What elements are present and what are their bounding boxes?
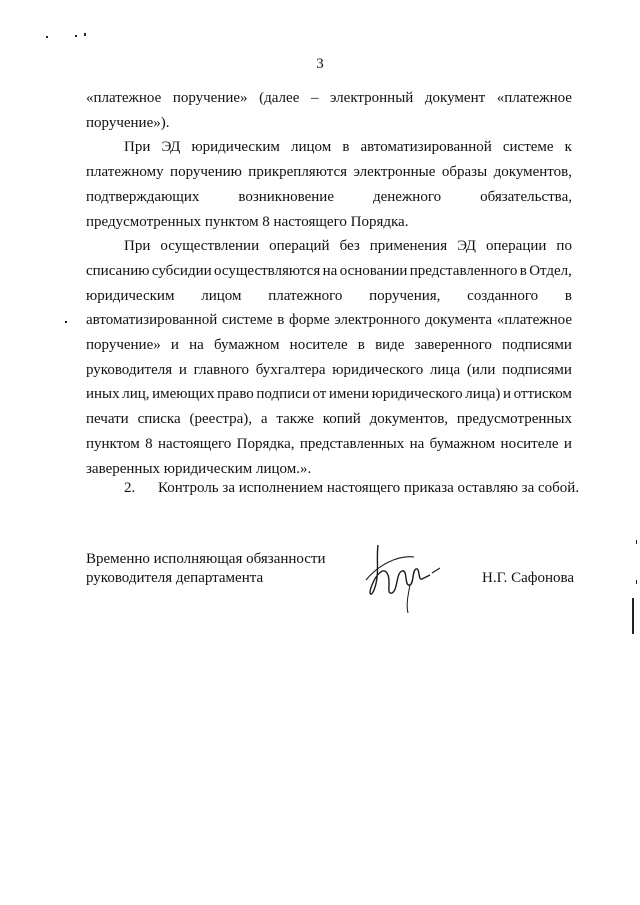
word: возникновение [238,188,334,205]
word: системе [221,312,273,329]
word: в [342,139,350,156]
text-line: поручение»). [86,114,170,131]
word: подписи [256,386,310,403]
word: поручение» [172,90,248,106]
word: документов, [493,164,572,181]
word: платежного [268,287,343,304]
word: заверенного [414,337,492,353]
text-line: заверенных юридическим лицом.». [86,460,312,477]
word: ЭД [161,139,181,156]
word: без [339,238,360,255]
word: документа [425,312,493,329]
word: предусмотренных [456,411,572,428]
scan-speck [75,35,77,37]
page-number: 3 [316,56,324,72]
word: главного [193,361,250,378]
scan-speck [65,321,67,323]
word: обязательства, [480,188,572,205]
word: в [564,287,572,304]
text-line [124,136,572,158]
word: системе [502,139,554,156]
word: осуществлении [160,238,260,255]
word: Отдел, [529,262,572,279]
word: лица [429,361,461,378]
word: списка [137,411,181,428]
text-line [86,359,572,381]
signatory-position-line2: руководителя департамента [86,570,264,586]
signatory-position-line1: Временно исполняющая обязанности [86,551,326,567]
word: носителе [500,435,559,452]
word: – [310,90,319,106]
word: иных [86,386,120,403]
word: (реестра), [189,411,252,428]
word: в [277,312,285,329]
word: представленного [409,262,518,279]
word: списанию [86,262,150,279]
word: по [556,238,572,255]
word: копий [322,411,361,428]
word: «платежное [496,312,572,329]
word: носителе [289,337,348,353]
word: документов, [369,411,449,428]
word: юридического [332,361,424,378]
word: бухгалтера [255,361,326,378]
word: на [189,337,204,353]
word: подписями [502,337,572,353]
word: лица) [465,386,501,403]
text-line [86,260,572,282]
word: имеющих [152,386,215,403]
word: основании [339,262,408,279]
word: электронный [330,90,414,106]
word: «платежное [86,90,162,106]
word: и [170,337,179,353]
word: поручение» [86,337,161,353]
page-edge-mark [636,540,637,544]
word: При [124,139,151,156]
word: (далее [259,90,300,106]
word: образы [441,164,488,181]
word: поручению [170,164,242,181]
word: денежного [372,188,442,205]
word: в [519,262,527,279]
handwritten-signature [358,535,448,615]
word: созданного [467,287,539,304]
text-line [86,161,572,183]
word: и [563,435,572,452]
word: осуществляются [214,262,321,279]
word: в [357,337,365,353]
word: оттиском [513,386,572,403]
word: имени [328,386,370,403]
word: печати [86,411,129,428]
word: ЭД [457,238,476,255]
text-line [86,309,572,331]
word: «платежное [496,90,572,106]
word: и [502,386,512,403]
word: Порядка, [236,435,295,452]
scan-speck [46,36,48,38]
word: представленных [299,435,405,452]
page-edge-line [632,598,634,634]
word: бумажном [429,435,496,452]
word: от [312,386,327,403]
page-edge-mark [636,580,637,584]
word: электронные [353,164,436,181]
word: документ [424,90,486,106]
word: настоящего [157,435,232,452]
word: При [124,238,151,255]
text-line [86,285,572,307]
item-2 [124,477,580,499]
word: подписями [502,361,572,378]
word: автоматизированной [86,312,218,329]
word: пунктом [86,435,140,452]
word: операции [485,238,547,255]
word: и [178,361,187,378]
word: на [409,435,425,452]
text-line [86,408,572,430]
scan-speck [84,33,86,36]
word: электронного [334,312,421,329]
word: лицом [201,287,242,304]
signatory-name: Н.Г. Сафонова [482,570,575,586]
word: руководителя [86,361,173,378]
text-line [86,383,572,405]
word: юридическим [191,139,280,156]
word: (или [466,361,496,378]
word: платежному [86,164,164,181]
word: виде [375,337,405,353]
text-line: предусмотренных пунктом 8 настоящего Порядка. [86,213,409,230]
item-2-text: Контроль за исполнением настоящего приказа оставляю за собой. [158,480,580,496]
text-line [86,186,572,208]
word: к [564,139,572,156]
word: юридического [371,386,463,403]
word: поручения, [369,287,441,304]
word: 8 [145,435,153,452]
word: лицом [290,139,332,156]
text-line [86,433,572,455]
word: субсидии [151,262,212,279]
word: операций [269,238,330,255]
word: лиц, [122,386,150,403]
text-line [86,87,572,109]
word: право [217,386,254,403]
word: прикрепляются [248,164,348,181]
word: автоматизированной [360,139,492,156]
word: форме [289,312,330,329]
item-2-number: 2. [124,480,136,496]
word: также [276,411,314,428]
word: бумажном [213,337,280,353]
word: подтверждающих [86,188,200,205]
text-line [124,235,572,257]
word: а [260,411,268,428]
word: применения [369,238,448,255]
word: юридическим [86,287,175,304]
text-line [86,334,572,356]
word: на [322,262,338,279]
